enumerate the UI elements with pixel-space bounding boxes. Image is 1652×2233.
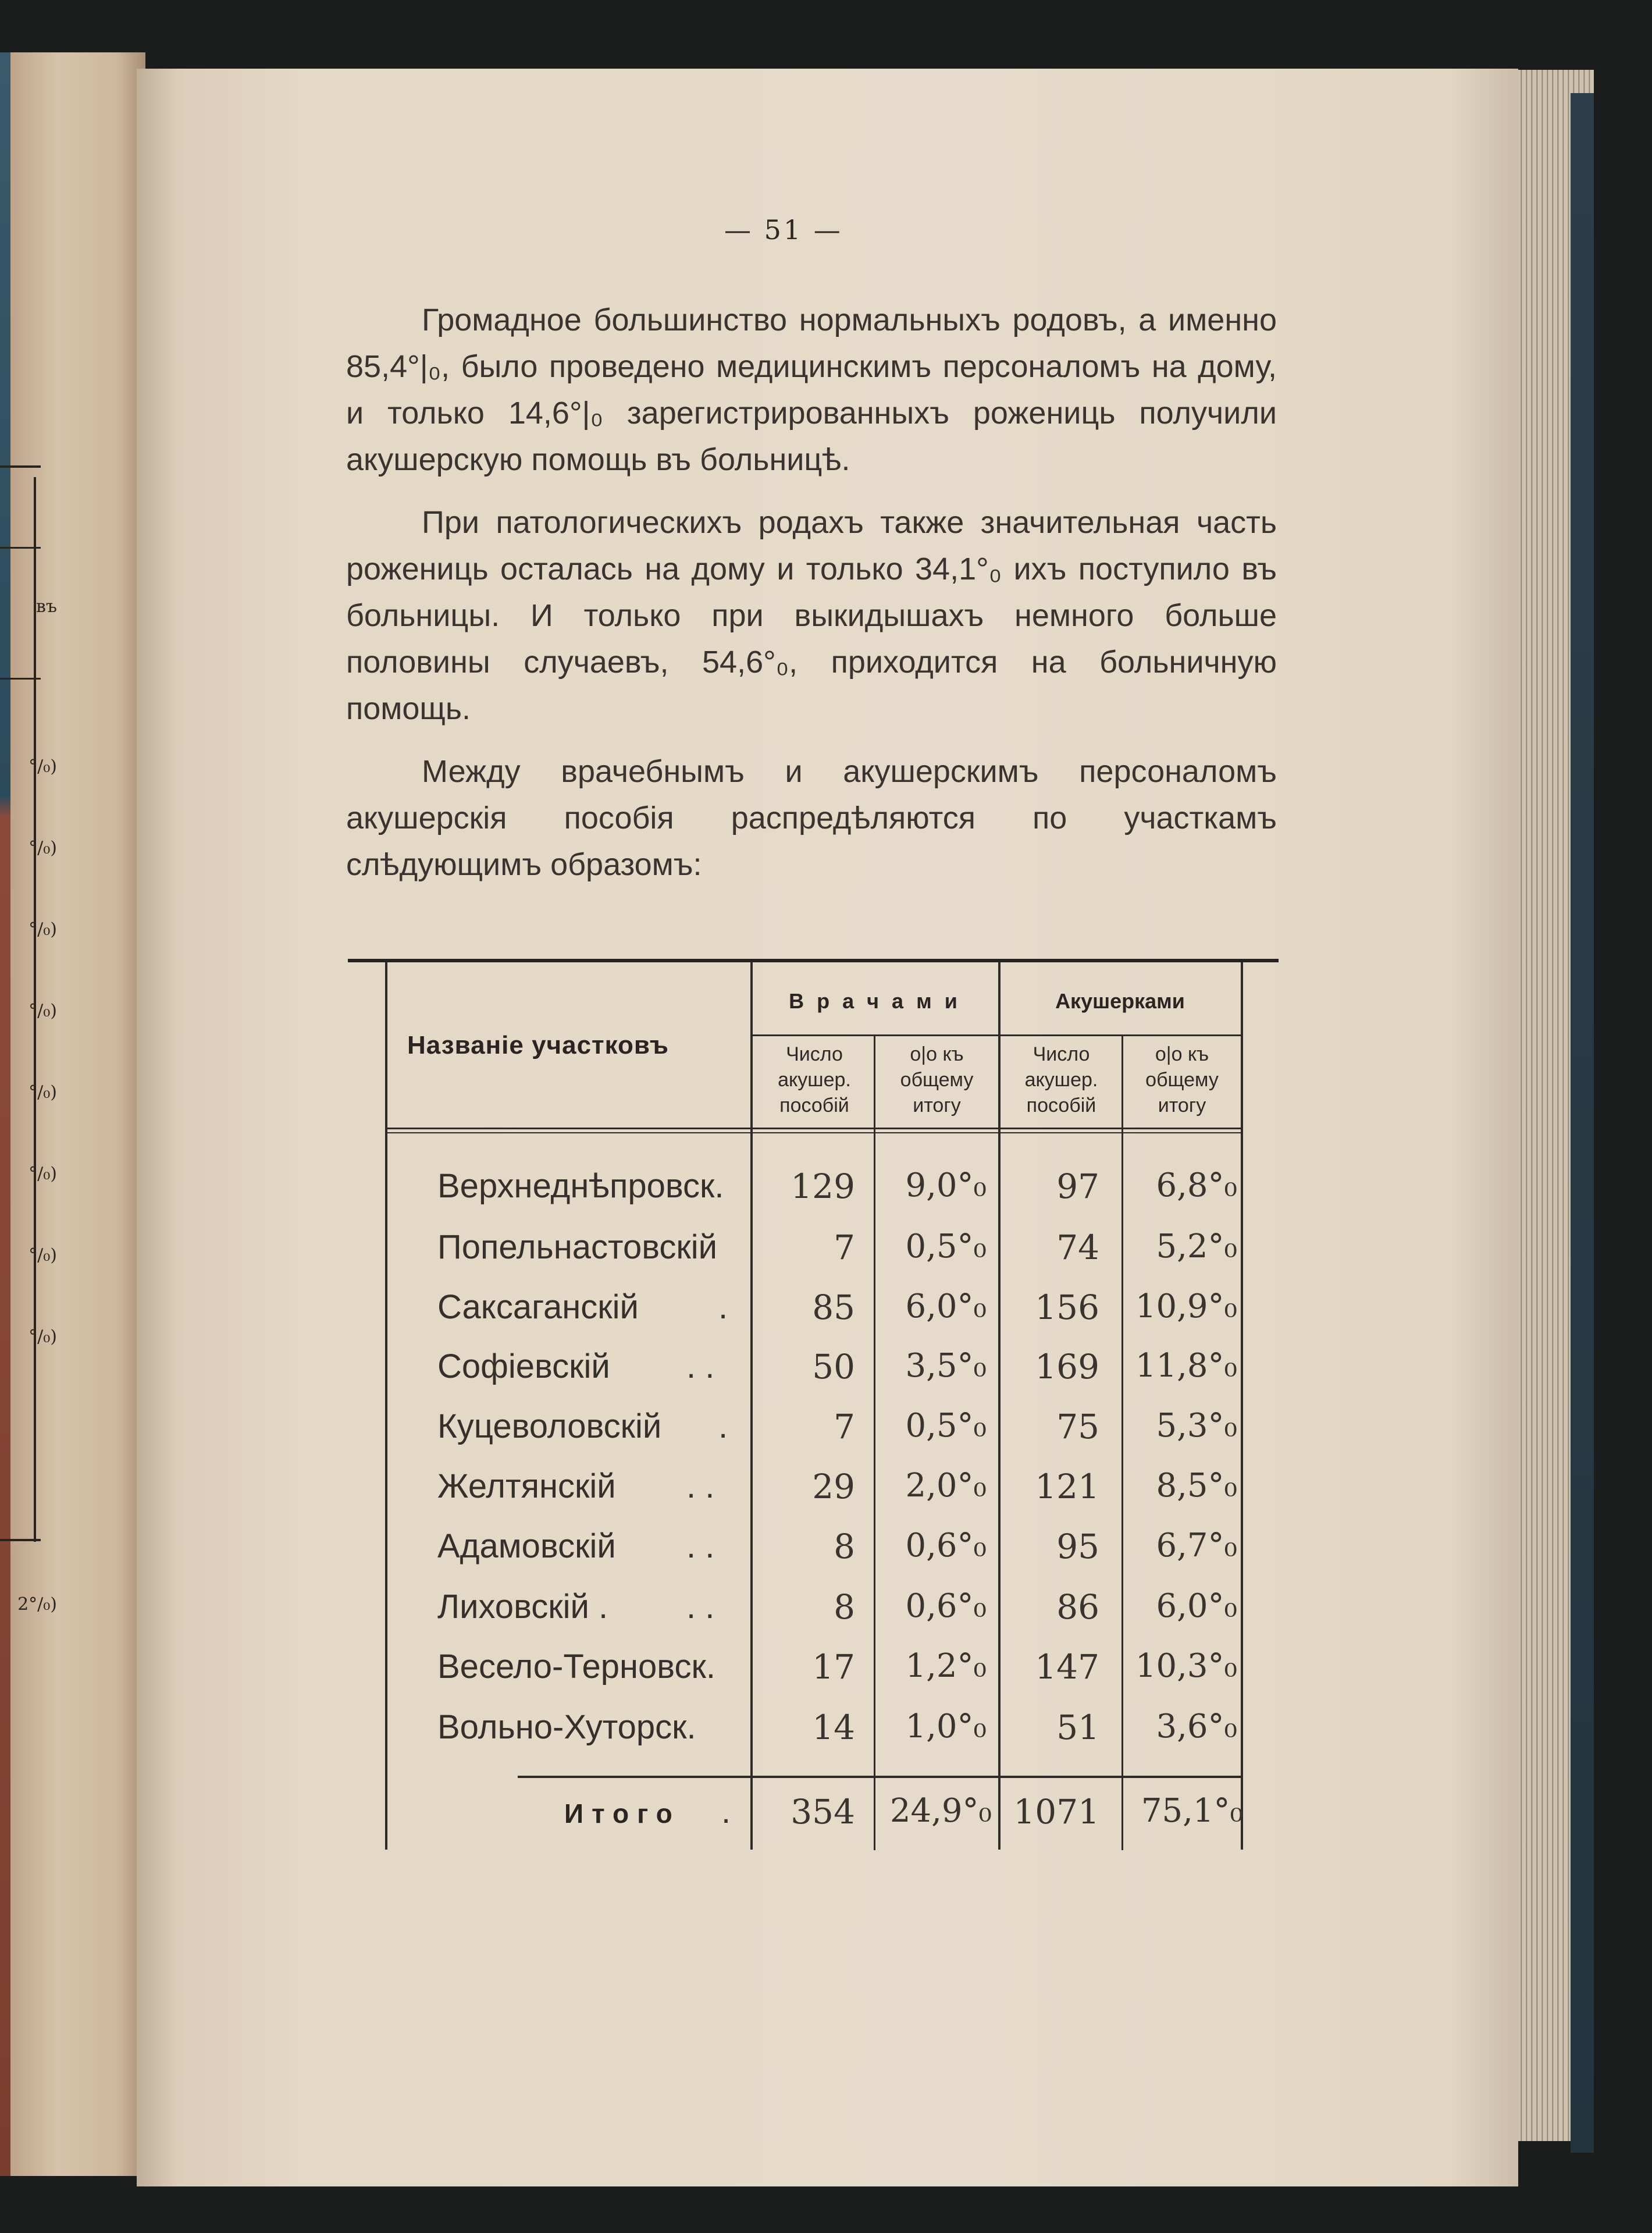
left-page-fragment: °/₀) bbox=[29, 1001, 57, 1021]
total-rule bbox=[518, 1776, 1242, 1778]
midwives-percent: 3,6°₀ bbox=[1156, 1708, 1237, 1745]
doctors-count: 7 bbox=[834, 1228, 855, 1267]
doctors-percent: 9,0°₀ bbox=[905, 1167, 987, 1204]
doctors-count: 85 bbox=[812, 1288, 855, 1327]
left-page-fragment: °/₀) bbox=[29, 838, 57, 858]
table-top-rule bbox=[348, 959, 1279, 962]
midwives-percent: 5,3°₀ bbox=[1156, 1407, 1237, 1445]
midwives-total-percent: 75,1°₀ bbox=[1141, 1792, 1243, 1830]
doctors-percent: 0,6°₀ bbox=[905, 1587, 987, 1625]
left-page-fragment: °/₀) bbox=[29, 756, 57, 777]
doctors-percent: 0,5°₀ bbox=[905, 1228, 987, 1265]
column-divider bbox=[750, 962, 753, 1850]
body-text bbox=[346, 297, 1277, 904]
district-name: Софіевскій bbox=[437, 1347, 610, 1385]
left-page-fragment: 2°/₀) bbox=[17, 1594, 57, 1615]
midwives-count: 121 bbox=[1035, 1467, 1099, 1506]
doctors-percent: 1,0°₀ bbox=[905, 1708, 987, 1745]
doctors-count: 7 bbox=[834, 1407, 855, 1446]
leader-dots: . . bbox=[686, 1588, 715, 1626]
page-number: — 51 — bbox=[724, 214, 843, 246]
doctors-count: 8 bbox=[834, 1587, 855, 1627]
midwives-count: 147 bbox=[1035, 1647, 1099, 1687]
leader-dots: . bbox=[721, 1793, 731, 1830]
midwives-count: 156 bbox=[1035, 1288, 1099, 1327]
midwives-percent: 10,3°₀ bbox=[1135, 1647, 1237, 1685]
doctors-percent: 0,5°₀ bbox=[905, 1407, 987, 1445]
midwives-count: 169 bbox=[1035, 1347, 1099, 1386]
left-page-rule bbox=[0, 678, 41, 680]
doctors-total-percent: 24,9°₀ bbox=[889, 1792, 992, 1830]
total-label: Итого bbox=[564, 1798, 681, 1829]
doctors-count: 8 bbox=[834, 1527, 855, 1566]
doctors-count: 129 bbox=[791, 1167, 855, 1206]
midwives-percent: 11,8°₀ bbox=[1135, 1347, 1237, 1385]
district-name: Желтянскій bbox=[437, 1467, 616, 1505]
district-name: Адамовскій bbox=[437, 1527, 616, 1565]
left-page-fragment: °/₀) bbox=[29, 1327, 57, 1347]
midwives-percent: 5,2°₀ bbox=[1156, 1228, 1237, 1265]
midwives-percent: 6,0°₀ bbox=[1156, 1587, 1237, 1625]
leader-dots: . . bbox=[686, 1527, 715, 1565]
doctors-total: 354 bbox=[791, 1792, 855, 1832]
district-name: Саксаганскій bbox=[437, 1288, 639, 1326]
column-header-midwives: Акушерками bbox=[1055, 989, 1185, 1013]
leader-dots: . bbox=[718, 1288, 728, 1326]
district-name: Куцеволовскій bbox=[437, 1407, 662, 1445]
subheader-percent: о|о къ общему итогу bbox=[1145, 1043, 1219, 1116]
subheader-count: Число акушер. пособій bbox=[1024, 1043, 1098, 1116]
left-book-cover bbox=[0, 52, 10, 2176]
left-page-fragment: °/₀) bbox=[29, 1082, 57, 1103]
midwives-count: 97 bbox=[1056, 1167, 1099, 1206]
midwives-count: 51 bbox=[1056, 1708, 1099, 1747]
district-name: Весело-Терновск. bbox=[437, 1648, 715, 1686]
leader-dots: . . bbox=[686, 1467, 715, 1505]
header-subrule bbox=[752, 1034, 1242, 1036]
left-page-fragment: °/₀) bbox=[29, 919, 57, 940]
leader-dots: . . bbox=[686, 1347, 715, 1385]
district-name: Вольно-Хуторск. bbox=[437, 1708, 696, 1746]
column-divider bbox=[1121, 1036, 1123, 1850]
column-divider bbox=[874, 1036, 875, 1850]
left-page-rule bbox=[0, 1539, 41, 1541]
doctors-count: 50 bbox=[812, 1347, 855, 1386]
midwives-count: 75 bbox=[1056, 1407, 1099, 1446]
midwives-percent: 10,9°₀ bbox=[1135, 1288, 1237, 1325]
table-left-border bbox=[385, 962, 387, 1850]
doctors-percent: 0,6°₀ bbox=[905, 1527, 987, 1564]
paragraph: Между врачебнымъ и акушерскимъ персоналомъ акушерскія пособія распредѣляются по участкамъ слѣдующимъ образомъ: bbox=[346, 754, 1277, 882]
doctors-count: 29 bbox=[812, 1467, 855, 1506]
left-page-fragment: въ bbox=[36, 596, 57, 617]
doctors-count: 17 bbox=[812, 1647, 855, 1687]
left-page-edge bbox=[0, 52, 145, 2176]
doctors-percent: 3,5°₀ bbox=[905, 1347, 987, 1385]
header-bottom-rule bbox=[386, 1132, 1242, 1133]
subheader-percent: о|о къ общему итогу bbox=[900, 1043, 974, 1116]
table-right-border bbox=[1241, 962, 1243, 1850]
district-name: Попельнастовскій bbox=[437, 1228, 718, 1266]
header-bottom-rule bbox=[386, 1128, 1242, 1129]
midwives-count: 86 bbox=[1056, 1587, 1099, 1627]
left-page-fragment: °/₀) bbox=[29, 1245, 57, 1265]
leader-dots: . bbox=[718, 1407, 728, 1445]
midwives-total: 1071 bbox=[1013, 1792, 1099, 1832]
subheader-count: Число акушер. пособій bbox=[778, 1043, 851, 1116]
doctors-percent: 2,0°₀ bbox=[905, 1467, 987, 1505]
doctors-percent: 1,2°₀ bbox=[905, 1647, 987, 1685]
column-header-district: Названіе участковъ bbox=[407, 1031, 669, 1059]
midwives-percent: 6,7°₀ bbox=[1156, 1527, 1237, 1564]
midwives-percent: 8,5°₀ bbox=[1156, 1467, 1237, 1505]
back-cover-edge bbox=[1571, 93, 1594, 2153]
doctors-count: 14 bbox=[812, 1708, 855, 1747]
column-header-doctors: В р а ч а м и bbox=[789, 989, 961, 1013]
midwives-count: 74 bbox=[1056, 1228, 1099, 1267]
district-name: Верхнеднѣпровск. bbox=[437, 1167, 724, 1205]
left-page-fragment: °/₀) bbox=[29, 1164, 57, 1184]
midwives-percent: 6,8°₀ bbox=[1156, 1167, 1237, 1204]
paragraph: При патологическихъ родахъ также значительная часть рожениць осталась на дому и только 34,1°₀ ихъ поступило въ больницы. И только при выкидышахъ немного больше половины случаевъ, 54,6°₀, приходится на больничную помощь. bbox=[346, 505, 1277, 726]
district-name: Лиховскій . bbox=[437, 1588, 608, 1626]
doctors-percent: 6,0°₀ bbox=[905, 1288, 987, 1325]
left-page-rule bbox=[0, 465, 41, 468]
midwives-count: 95 bbox=[1056, 1527, 1099, 1566]
paragraph: Громадное большинство нормальныхъ родовъ, а именно 85,4°|₀, было проведено медицинскимъ персоналомъ на дому, и только 14,6°|₀ зарегистрированныхъ рожениць получили акушерскую помощь въ больницѣ. bbox=[346, 303, 1277, 477]
